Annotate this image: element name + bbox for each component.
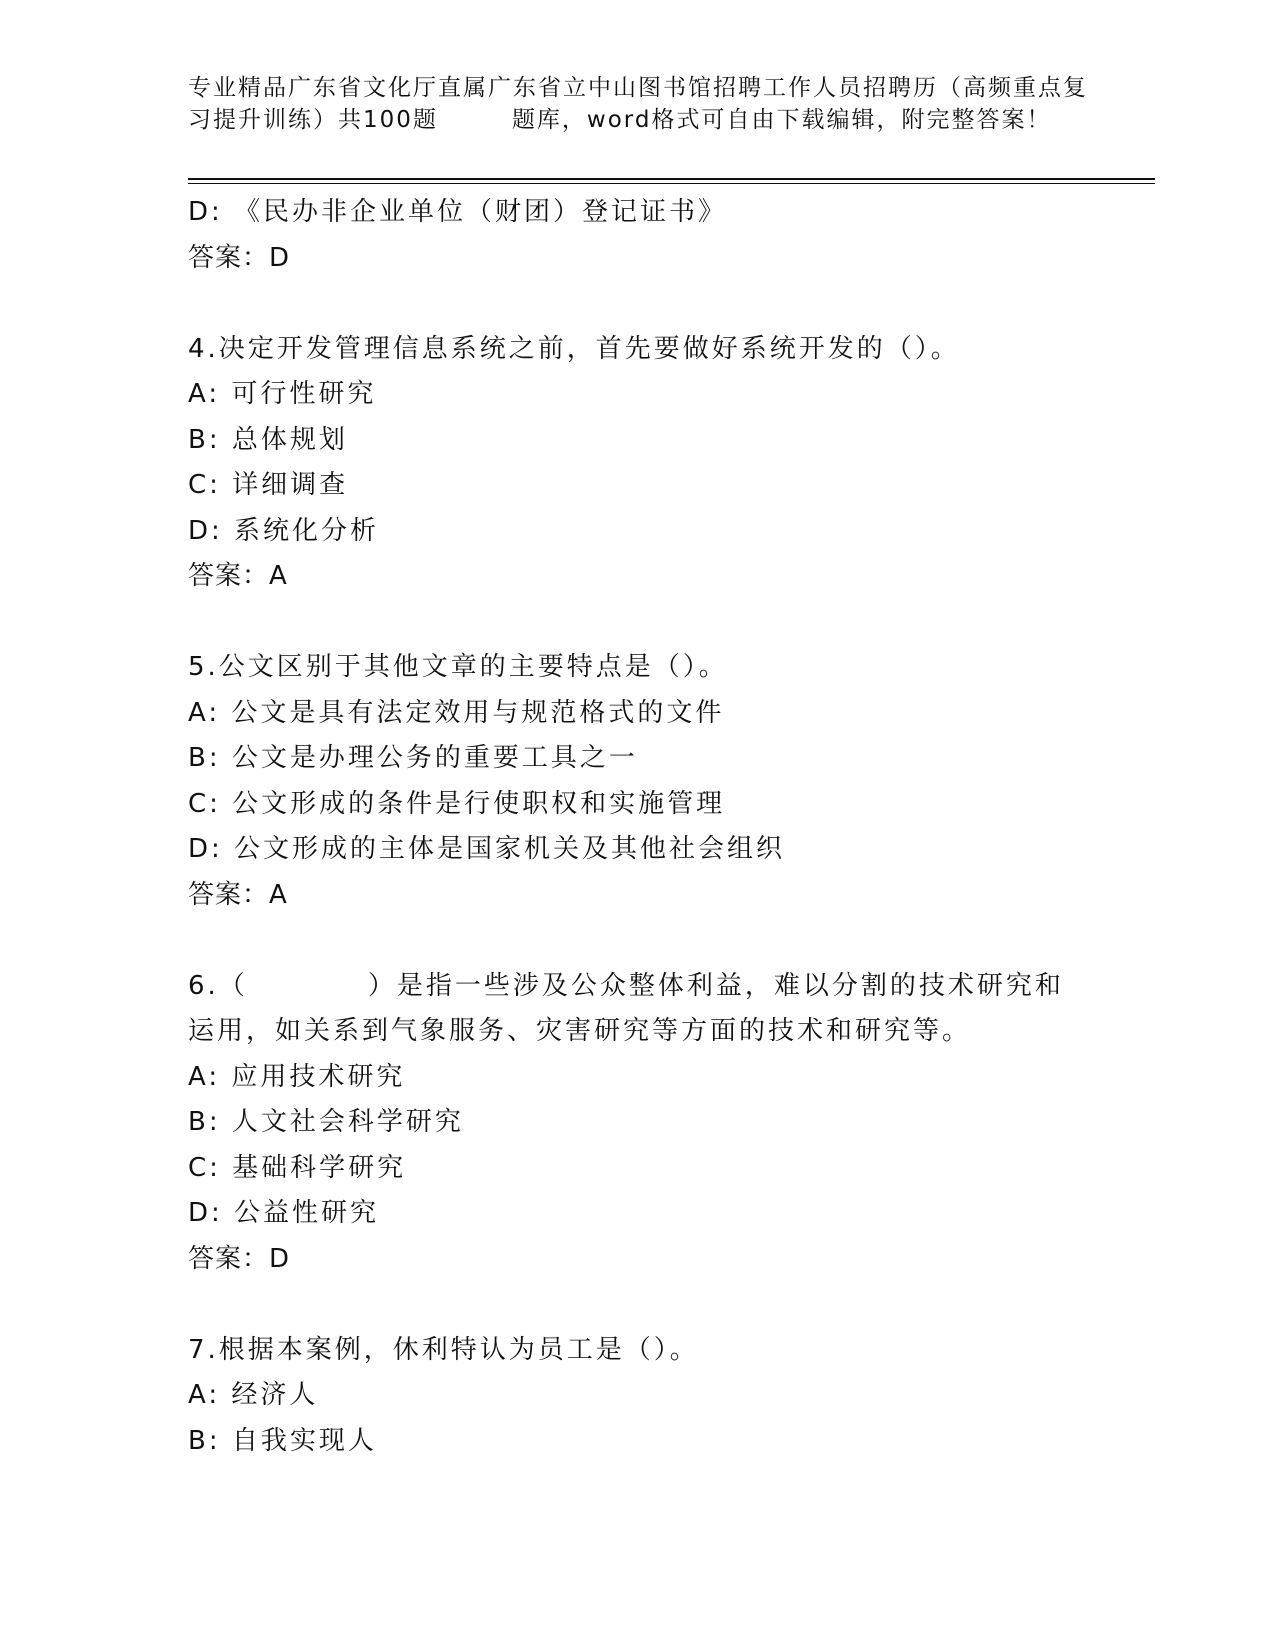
question-stem (188, 964, 1088, 1010)
page-header (188, 72, 1088, 136)
spacer (188, 281, 1088, 327)
option-c: C: 公文形成的条件是行使职权和实施管理 (188, 788, 726, 819)
question-4 (188, 327, 1088, 600)
stem-part-2: ）是指一些涉及公众整体利益，难以分割的技术研究和 (367, 970, 1064, 1001)
question-stem: 4.决定开发管理信息系统之前，首先要做好系统开发的（）。 (188, 333, 960, 364)
option-c: C: 详细调查 (188, 470, 349, 500)
question-6 (188, 964, 1088, 1283)
question-stem: 5.公文区别于其他文章的主要特点是（）。 (188, 652, 728, 682)
option-d: D: 系统化分析 (188, 515, 380, 546)
header-title: 专业精品广东省文化厅直属广东省立中山图书馆招聘工作人员招聘历（高频重点复习提升训练）共100题 (188, 75, 1088, 133)
option-b: B: 自我实现人 (188, 1425, 377, 1456)
answer: 答案：A (188, 561, 288, 591)
option-b: B: 公文是办理公务的重要工具之一 (188, 743, 638, 773)
answer: 答案：A (188, 879, 288, 910)
answer: 答案：D (188, 1243, 291, 1274)
spacer (188, 918, 1088, 964)
spacer (188, 1282, 1088, 1328)
option-a: A: 可行性研究 (188, 379, 377, 409)
stem-part-1: 6.（ (188, 970, 248, 1001)
option-a: A: 应用技术研究 (188, 1061, 406, 1092)
question-7 (188, 1328, 1088, 1465)
header-rule-secondary (188, 183, 1155, 184)
option-a: A: 经济人 (188, 1380, 319, 1410)
question-stem: 7.根据本案例，休利特认为员工是（）。 (188, 1334, 699, 1365)
option-d: D: 公益性研究 (188, 1198, 380, 1228)
question-stem-line-2: 运用，如关系到气象服务、灾害研究等方面的技术和研究等。 (188, 1016, 972, 1046)
question-list (188, 190, 1088, 1464)
answer: 答案：D (188, 242, 291, 273)
option-a: A: 公文是具有法定效用与规范格式的文件 (188, 697, 725, 728)
option-b: B: 总体规划 (188, 424, 348, 455)
header-rule (188, 178, 1155, 180)
question-5 (188, 645, 1088, 918)
option-c: C: 基础科学研究 (188, 1152, 407, 1183)
option-d: D: 《民办非企业单位（财团）登记证书》 (188, 197, 728, 227)
option-b: B: 人文社会科学研究 (188, 1107, 464, 1137)
question-3-tail (188, 190, 1088, 281)
option-d: D: 公文形成的主体是国家机关及其他社会组织 (188, 834, 786, 864)
header-subtitle: 题库，word格式可自由下载编辑，附完整答案！ (511, 107, 1052, 133)
spacer (188, 600, 1088, 646)
